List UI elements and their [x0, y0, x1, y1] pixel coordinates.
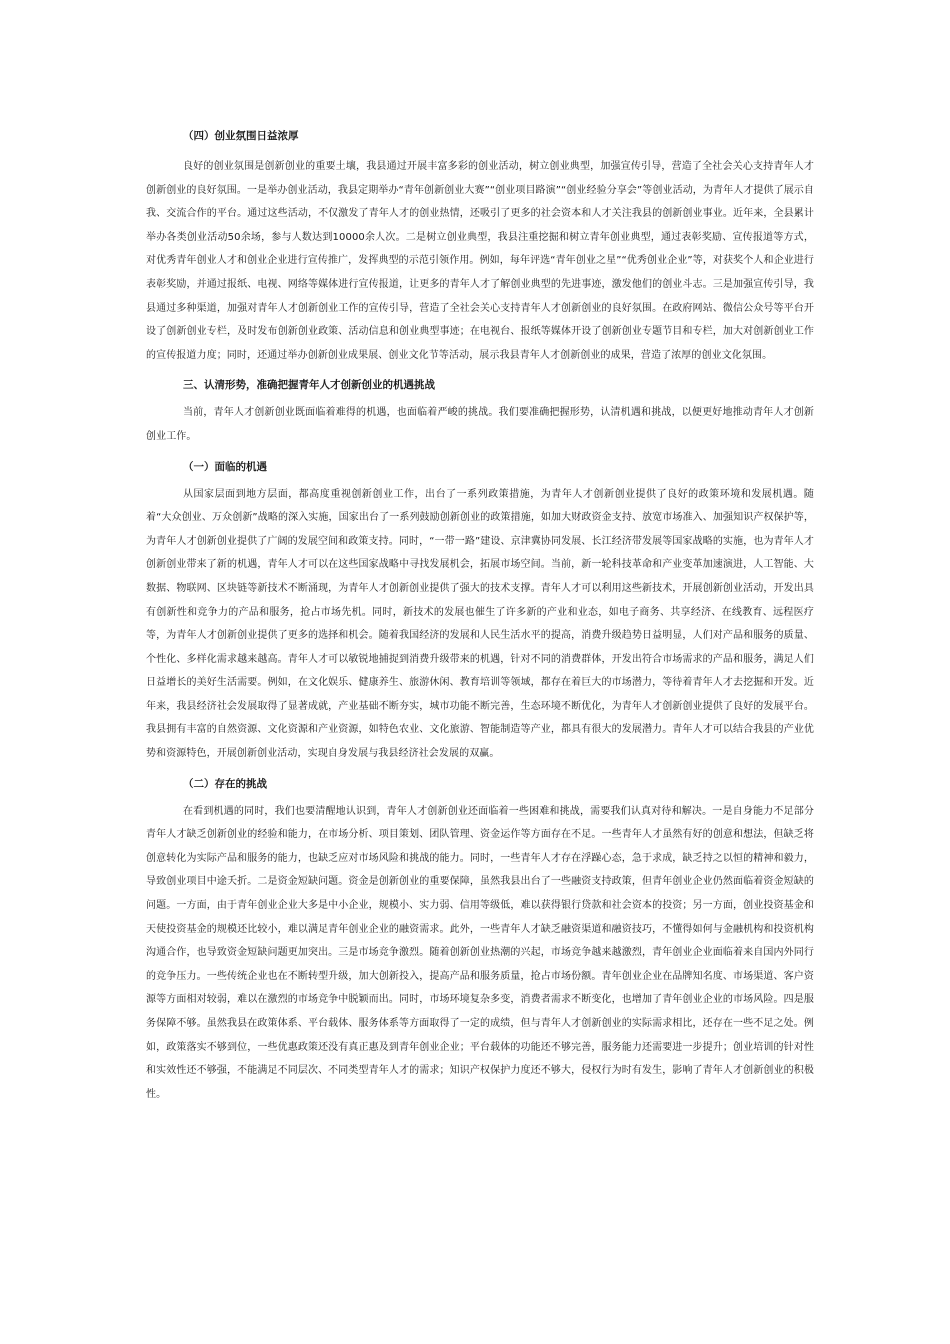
paragraph-situation-intro: 当前，青年人才创新创业既面临着难得的机遇，也面临着严峻的挑战。我们要准确把握形势，认清机遇和挑战，以便更好地推动青年人才创新创业工作。	[146, 407, 814, 442]
section-heading-opportunities: （一）面临的机遇	[183, 460, 267, 473]
document-body	[146, 125, 814, 1113]
paragraph-atmosphere: 良好的创业氛围是创新创业的重要土壤，我县通过开展丰富多彩的创业活动，树立创业典型，加强宣传引导，营造了全社会关心支持青年人才创新创业的良好氛围。一是举办创业活动，我县定期举办“青年创新创业大赛”“创业项目路演”“创业经验分享会”等创业活动，为青年人才提供了展示自我、交流合作的平台。通过这些活动，不仅激发了青年人才的创业热情，还吸引了更多的社会资本和人才关注我县的创新创业事业。近年来，全县累计举办各类创业活动50余场，参与人数达到10000余人次。二是树立创业典型，我县注重挖掘和树立青年创业典型，通过表彰奖励、宣传报道等方式，对优秀青年创业人才和创业企业进行宣传推广，发挥典型的示范引领作用。例如，每年评选“青年创业之星”“优秀创业企业”等，对获奖个人和企业进行表彰奖励，并通过报纸、电视、网络等媒体进行宣传报道，让更多的青年人才了解创业典型的先进事迹，激发他们的创业斗志。三是加强宣传引导，我县通过多种渠道，加强对青年人才创新创业工作的宣传引导，营造了全社会关心支持青年人才创新创业的良好氛围。在政府网站、微信公众号等平台开设了创新创业专栏，及时发布创新创业政策、活动信息和创业典型事迹；在电视台、报纸等媒体开设了创新创业专题节目和专栏，加大对创新创业工作的宣传报道力度；同时，还通过举办创新创业成果展、创业文化节等活动，展示我县青年人才创新创业的成果，营造了浓厚的创业文化氛围。	[146, 161, 814, 361]
paragraph-challenges: 在看到机遇的同时，我们也要清醒地认识到，青年人才创新创业还面临着一些困难和挑战，需要我们认真对待和解决。一是自身能力不足部分青年人才缺乏创新创业的经验和能力，在市场分析、项目策划、团队管理、资金运作等方面存在不足。一些青年人才虽然有好的创意和想法，但缺乏将创意转化为实际产品和服务的能力，也缺乏应对市场风险和挑战的能力。同时，一些青年人才存在浮躁心态，急于求成，缺乏持之以恒的精神和毅力，导致创业项目中途夭折。二是资金短缺问题。资金是创新创业的重要保障，虽然我县出台了一些融资支持政策，但青年创业企业仍然面临着资金短缺的问题。一方面，由于青年创业企业大多是中小企业，规模小、实力弱、信用等级低，难以获得银行贷款和社会资本的投资；另一方面，创业投资基金和天使投资基金的规模还比较小，难以满足青年创业企业的融资需求。此外，一些青年人才缺乏融资渠道和融资技巧，不懂得如何与金融机构和投资机构沟通合作，也导致资金短缺问题更加突出。三是市场竞争激烈。随着创新创业热潮的兴起，市场竞争越来越激烈，青年创业企业面临着来自国内外同行的竞争压力。一些传统企业也在不断转型升级，加大创新投入，提高产品和服务质量，抢占市场份额。青年创业企业在品牌知名度、市场渠道、客户资源等方面相对较弱，难以在激烈的市场竞争中脱颖而出。同时，市场环境复杂多变，消费者需求不断变化，也增加了青年创业企业的市场风险。四是服务保障不够。虽然我县在政策体系、平台载体、服务体系等方面取得了一定的成绩，但与青年人才创新创业的实际需求相比，还存在一些不足之处。例如，政策落实不够到位，一些优惠政策还没有真正惠及到青年创业企业；平台载体的功能还不够完善，服务能力还需要进一步提升；创业培训的针对性和实效性还不够强，不能满足不同层次、不同类型青年人才的需求；知识产权保护力度还不够大，侵权行为时有发生，影响了青年人才创新创业的积极性。	[146, 805, 814, 1100]
paragraph-opportunities: 从国家层面到地方层面，都高度重视创新创业工作，出台了一系列政策措施，为青年人才创新创业提供了良好的政策环境和发展机遇。随着“大众创业、万众创新”战略的深入实施，国家出台了一系列鼓励创新创业的政策措施，如加大财政资金支持、放宽市场准入、加强知识产权保护等，为青年人才创新创业提供了广阔的发展空间和政策支持。同时，“一带一路”建设、京津冀协同发展、长江经济带发展等国家战略的实施，也为青年人才创新创业带来了新的机遇，青年人才可以在这些国家战略中寻找发展机会，拓展市场空间。当前，新一轮科技革命和产业变革加速演进，人工智能、大数据、物联网、区块链等新技术不断涌现，为青年人才创新创业提供了强大的技术支撑。青年人才可以利用这些新技术，开展创新创业活动，开发出具有创新性和竞争力的产品和服务，抢占市场先机。同时，新技术的发展也催生了许多新的产业和业态，如电子商务、共享经济、在线教育、远程医疗等，为青年人才创新创业提供了更多的选择和机会。随着我国经济的发展和人民生活水平的提高，消费升级趋势日益明显，人们对产品和服务的质量、个性化、多样化需求越来越高。青年人才可以敏锐地捕捉到消费升级带来的机遇，针对不同的消费群体，开发出符合市场需求的产品和服务，满足人们日益增长的美好生活需要。例如，在文化娱乐、健康养生、旅游休闲、教育培训等领域，都存在着巨大的市场潜力，等待着青年人才去挖掘和开发。近年来，我县经济社会发展取得了显著成就，产业基础不断夯实，城市功能不断完善，生态环境不断优化，为青年人才创新创业提供了良好的发展平台。我县拥有丰富的自然资源、文化资源和产业资源，如特色农业、文化旅游、智能制造等产业，都具有很大的发展潜力。青年人才可以结合我县的产业优势和资源特色，开展创新创业活动，实现自身发展与我县经济社会发展的双赢。	[146, 488, 814, 760]
section-heading-challenges: （二）存在的挑战	[183, 777, 267, 790]
section-heading-atmosphere: （四）创业氛围日益浓厚	[183, 130, 299, 142]
part-heading-situation: 三、认清形势，准确把握青年人才创新创业的机遇挑战	[183, 379, 435, 392]
